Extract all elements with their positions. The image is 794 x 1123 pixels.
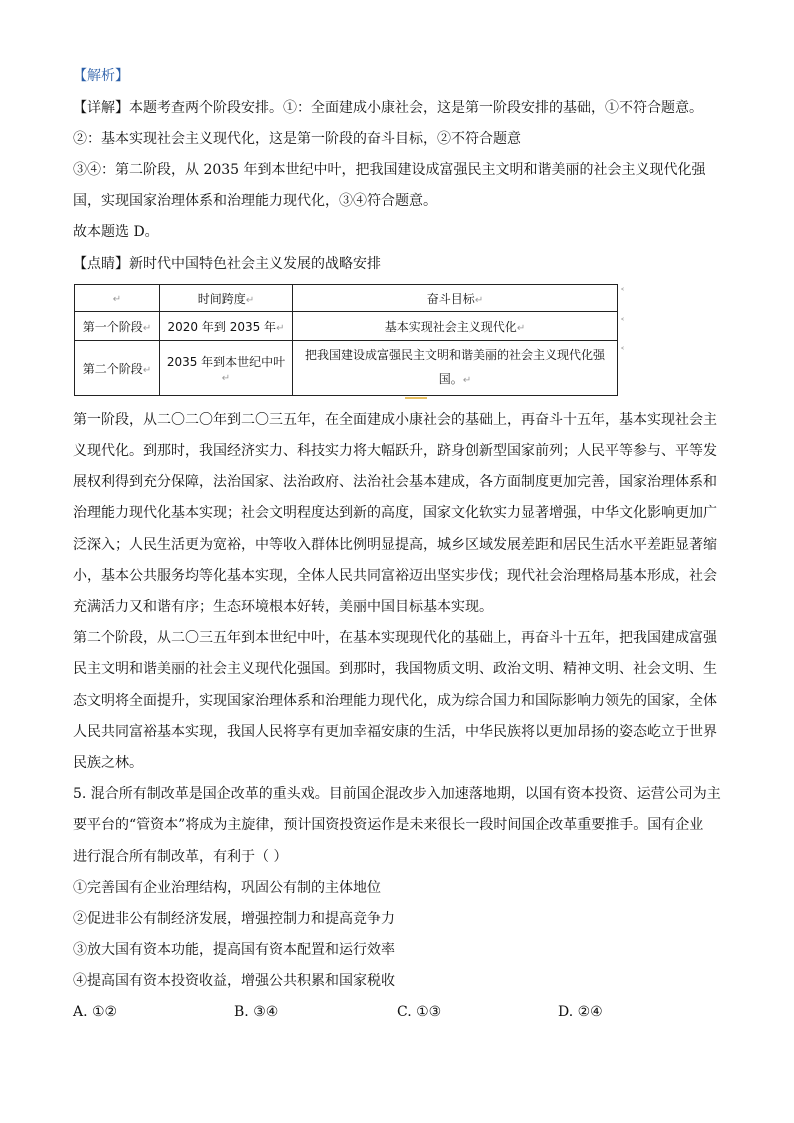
question-stem-line: 进行混合所有制改革，有利于（ ） xyxy=(73,849,288,865)
detail-line-4: 国，实现国家治理体系和治理能力现代化，③④符合题意。 xyxy=(73,193,437,209)
statement-3: ③放大国有资本功能，提高国有资本配置和运行效率 xyxy=(73,942,395,958)
table-row xyxy=(75,312,618,341)
question-stem-line: 5. 混合所有制改革是国企改革的重头戏。目前国企混改步入加速落地期，以国有资本投资、运营公司为主 xyxy=(73,786,721,802)
table-row xyxy=(75,341,618,396)
detail-line-5: 故本题选 D。 xyxy=(73,224,159,240)
detail-line-3: ③④：第二阶段，从 2035 年到本世纪中叶，把我国建设成富强民主文明和谐美丽的社会主义现代化强 xyxy=(73,162,706,178)
option-a: A. ①② xyxy=(73,1004,118,1020)
para1-line: 充满活力又和谐有序；生态环境根本好转，美丽中国目标基本实现。 xyxy=(73,599,493,615)
table-cell: 第二个阶段↵ xyxy=(75,341,160,396)
tip-tag: 【点睛】 xyxy=(73,256,129,272)
para1-line: 义现代化。到那时，我国经济实力、科技实力将大幅跃升，跻身创新型国家前列；人民平等参与、平等发 xyxy=(73,443,717,459)
tip-text: 新时代中国特色社会主义发展的战略安排 xyxy=(129,256,381,272)
row-end-mark: ˂ xyxy=(620,288,625,299)
table-cell: 第一个阶段↵ xyxy=(75,312,160,341)
statement-2: ②促进非公有制经济发展，增强控制力和提高竞争力 xyxy=(73,911,395,927)
detail-line-1: 【详解】本题考查两个阶段安排。①：全面建成小康社会，这是第一阶段安排的基础，①不符合题意。 xyxy=(73,100,703,116)
para1-line: 第一阶段，从二〇二〇年到二〇三五年，在全面建成小康社会的基础上，再奋斗十五年，基本实现社会主 xyxy=(73,412,717,428)
question-stem-line: 要平台的“管资本”将成为主旋律，预计国资投资运作是未来很长一段时间国企改革重要推手。国有企业 xyxy=(73,817,704,833)
para2-line: 第二个阶段，从二〇三五年到本世纪中叶，在基本实现现代化的基础上，再奋斗十五年，把我国建成富强 xyxy=(73,630,717,646)
para2-line: 民主文明和谐美丽的社会主义现代化强国。到那时，我国物质文明、政治文明、精神文明、社会文明、生 xyxy=(73,661,717,677)
table-cell: 2020 年到 2035 年↵ xyxy=(160,312,293,341)
text-cursor-highlight xyxy=(405,397,427,399)
para1-line: 泛深入；人民生活更为宽裕，中等收入群体比例明显提高，城乡区域发展差距和居民生活水平差距显著缩 xyxy=(73,537,717,553)
option-c: C. ①③ xyxy=(397,1004,442,1020)
table-header-cell: 时间跨度↵ xyxy=(160,285,293,312)
option-d: D. ②④ xyxy=(558,1004,603,1020)
analysis-heading: 【解析】 xyxy=(73,68,129,84)
statement-1: ①完善国有企业治理结构，巩固公有制的主体地位 xyxy=(73,880,381,896)
detail-tag: 【详解】 xyxy=(73,100,129,116)
option-b: B. ③④ xyxy=(234,1004,279,1020)
row-end-mark: ˂ xyxy=(620,318,625,329)
table-header-cell: ↵ xyxy=(75,285,160,312)
row-end-mark: ˂ xyxy=(620,347,625,358)
table-header-row xyxy=(75,285,618,312)
table-cell: 基本实现社会主义现代化↵ xyxy=(293,312,618,341)
para1-line: 治理能力现代化基本实现；社会文明程度达到新的高度，国家文化软实力显著增强，中华文化影响更加广 xyxy=(73,505,717,521)
para2-line: 态文明将全面提升，实现国家治理体系和治理能力现代化，成为综合国力和国际影响力领先的国家，全体 xyxy=(73,693,717,709)
para1-line: 小，基本公共服务均等化基本实现，全体人民共同富裕迈出坚实步伐；现代社会治理格局基本形成，社会 xyxy=(73,568,717,584)
para2-line: 人民共同富裕基本实现，我国人民将享有更加幸福安康的生活，中华民族将以更加昂扬的姿态屹立于世界 xyxy=(73,724,717,740)
table-cell: 把我国建设成富强民主文明和谐美丽的社会主义现代化强国。↵ xyxy=(293,341,618,396)
table-cell: 2035 年到本世纪中叶↵ xyxy=(160,341,293,396)
detail-line-2: ②：基本实现社会主义现代化，这是第一阶段的奋斗目标，②不符合题意 xyxy=(73,131,521,147)
table-header-cell: 奋斗目标↵ xyxy=(293,285,618,312)
tip-line xyxy=(73,254,721,274)
para2-line: 民族之林。 xyxy=(73,755,143,771)
para1-line: 展权利得到充分保障，法治国家、法治政府、法治社会基本建成，各方面制度更加完善，国家治理体系和 xyxy=(73,474,717,490)
statement-4: ④提高国有资本投资收益，增强公共积累和国家税收 xyxy=(73,973,395,989)
strategy-plan-table xyxy=(74,284,618,396)
